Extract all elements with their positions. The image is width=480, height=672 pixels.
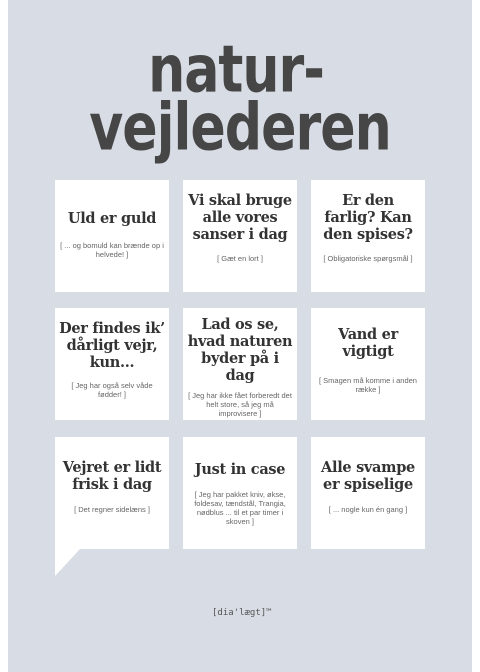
card-heading: Alle svampe er spiselige xyxy=(321,459,415,493)
card-subtext: [ Jeg har også selv våde fødder! ] xyxy=(71,381,153,399)
card-subtext: [ ... og bomuld kan brænde op i helvede! ] xyxy=(60,241,164,259)
card-heading: Vi skal bruge alle vores sanser i dag xyxy=(188,192,292,243)
card-subtext: [ Obligatoriske spørgsmål ] xyxy=(323,254,413,263)
card-heading: Vejret er lidt frisk i dag xyxy=(62,459,162,493)
speech-bubble-tail xyxy=(55,548,81,576)
card-uld-er-guld xyxy=(55,180,169,292)
brand-logo: [dia'lægt]™ xyxy=(212,608,272,618)
card-farlig xyxy=(311,180,425,292)
card-heading: Just in case xyxy=(194,461,286,478)
card-svampe xyxy=(311,437,425,549)
card-vand xyxy=(311,308,425,420)
card-heading: Uld er guld xyxy=(67,210,157,227)
card-subtext: [ Gæt en lort ] xyxy=(217,254,263,263)
poster-title-line-1: natur- xyxy=(148,30,324,108)
card-subtext: [ Smagen må komme i anden række ] xyxy=(319,376,417,394)
poster-title-line-2: vejlederen xyxy=(89,88,391,166)
card-subtext: [ ... nogle kun én gang ] xyxy=(328,505,408,514)
card-heading: Er den farlig? Kan den spises? xyxy=(323,192,413,243)
card-subtext: [ Jeg har ikke fået forberedt det helt store, så jeg må improvisere ] xyxy=(188,391,292,418)
card-sanser xyxy=(183,180,297,292)
card-heading: Lad os se, hvad naturen byder på i dag xyxy=(187,316,293,384)
card-subtext: [ Jeg har pakket kniv, økse, foldesav, tændstål, Trangia, nødblus ... til et par timer i skoven ] xyxy=(194,490,286,526)
card-naturen xyxy=(183,308,297,420)
card-subtext: [ Det regner sidelæns ] xyxy=(74,505,150,514)
card-daarligt-vejr xyxy=(55,308,169,420)
card-vejret xyxy=(55,437,169,549)
card-heading: Der findes ik’ dårligt vejr, kun... xyxy=(59,320,165,371)
card-just-in-case xyxy=(183,437,297,549)
card-heading: Vand er vigtigt xyxy=(338,326,398,360)
